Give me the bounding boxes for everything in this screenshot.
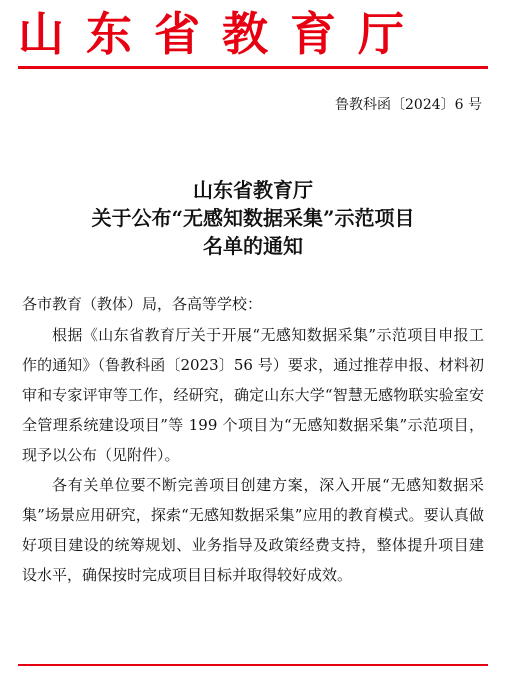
body-paragraph-1: 根据《山东省教育厅关于开展“无感知数据采集”示范项目申报工作的通知》（鲁教科函〔2023〕56 号）要求，通过推荐申报、材料初审和专家评审等工作，经研究，确定山东大学“智慧无感物联实验室安全管理系统建设项目”等 199 个项目为“无感知数据采集”示范项目，现予以公布（见附件）。 xyxy=(22,326,484,464)
masthead-agency-name: 山东省教育厅 xyxy=(18,7,426,61)
title-line-3: 名单的通知 xyxy=(203,234,303,258)
title-line-2: 关于公布“无感知数据采集”示范项目 xyxy=(91,206,415,230)
salutation: 各市教育（教体）局，各高等学校： xyxy=(22,295,263,313)
footer-red-rule xyxy=(18,664,488,666)
document-title xyxy=(0,176,506,260)
title-line-1: 山东省教育厅 xyxy=(193,178,313,202)
body-paragraph-2: 各有关单位要不断完善项目创建方案，深入开展“无感知数据采集”场景应用研究，探索“无感知数据采集”应用的教育模式。要认真做好项目建设的统筹规划、业务指导及政策经费支持，整体提升项目建设水平，确保按时完成项目目标并取得较好成效。 xyxy=(22,476,484,584)
document-number: 鲁教科函〔2024〕6 号 xyxy=(335,97,482,113)
masthead-red-rule xyxy=(18,66,488,69)
